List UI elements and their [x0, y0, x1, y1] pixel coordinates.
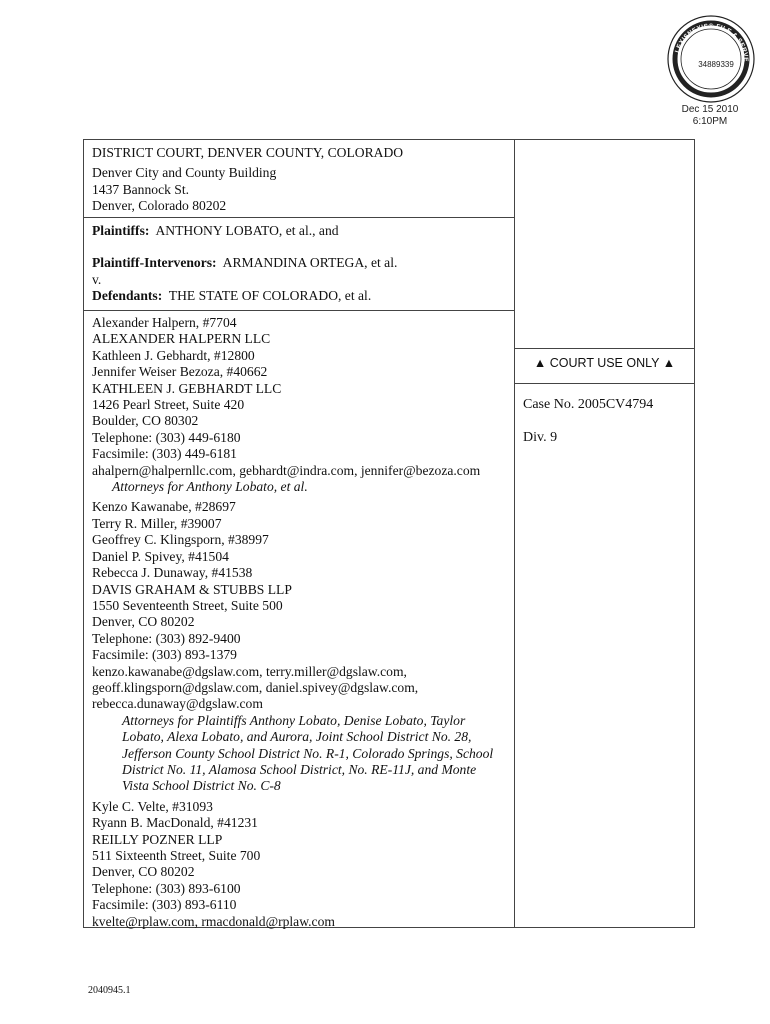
attorney-line: Kenzo Kawanabe, #28697 [92, 499, 236, 515]
attorney-line: Telephone: (303) 892-9400 [92, 630, 241, 646]
attorney-line: KATHLEEN J. GEBHARDT LLC [92, 380, 282, 396]
defendants-label: Defendants: [92, 288, 163, 304]
caption-right-column [515, 140, 694, 927]
attorney-line: Boulder, CO 80302 [92, 413, 199, 429]
court-city: Denver, Colorado 80202 [92, 198, 227, 214]
stamp-time: 6:10PM [692, 116, 728, 127]
attorney-line: District No. 11, Alamosa School District, No. RE-11J, and Monte [122, 761, 477, 777]
caption-left-column [84, 140, 515, 927]
attorney-line: Telephone: (303) 893-6100 [92, 880, 241, 896]
intervenors-label: Plaintiff-Intervenors: [92, 255, 217, 271]
attorney-line: Jennifer Weiser Bezoza, #40662 [92, 364, 268, 380]
attorney-line: Denver, CO 80202 [92, 614, 195, 630]
case-caption [83, 139, 695, 928]
court-use-only: ▲ COURT USE ONLY ▲ [533, 356, 676, 370]
stamp-id: 34889339 [698, 60, 734, 69]
attorney-line: ALEXANDER HALPERN LLC [92, 331, 271, 347]
attorney-line: 1426 Pearl Street, Suite 420 [92, 397, 245, 413]
attorney-line: Ryann B. MacDonald, #41231 [92, 815, 258, 831]
attorney-line: Rebecca J. Dunaway, #41538 [92, 565, 253, 581]
divider [84, 310, 514, 311]
attorney-line: rebecca.dunaway@dgslaw.com [92, 696, 263, 712]
versus: v. [92, 271, 102, 287]
attorney-line: Facsimile: (303) 893-6110 [92, 897, 237, 913]
attorney-line: Terry R. Miller, #39007 [92, 515, 222, 531]
attorney-group-halpern [92, 315, 514, 479]
court-street: 1437 Bannock St. [92, 181, 190, 197]
divider [515, 383, 694, 384]
attorney-line: geoff.klingsporn@dgslaw.com, daniel.spivey@dgslaw.com, [92, 679, 419, 695]
parties-block [84, 223, 514, 305]
attorney-line: kenzo.kawanabe@dgslaw.com, terry.miller@dgslaw.com, [92, 663, 407, 679]
attorneys-block [84, 315, 514, 930]
case-number: Case No. 2005CV4794 [523, 397, 654, 412]
svg-text:LEXISNEXIS® FILE & SERVE [674, 22, 749, 63]
divider [84, 217, 514, 218]
intervenors-line [92, 255, 514, 271]
eservice-stamp [666, 14, 756, 104]
attorney-line: DAVIS GRAHAM & STUBBS LLP [92, 581, 292, 597]
plaintiffs-line [92, 223, 514, 239]
attorney-line: Facsimile: (303) 893-1379 [92, 647, 237, 663]
stamp-date: Dec 15 2010 [681, 104, 739, 115]
attorney-line: ahalpern@halpernllc.com, gebhardt@indra.com, jennifer@bezoza.com [92, 462, 481, 478]
court-block [84, 145, 514, 215]
attorney-group-reilly [92, 799, 514, 930]
plaintiffs: ANTHONY LOBATO, et al., and [155, 223, 339, 238]
stamp-datetime [660, 104, 760, 128]
attorney-line: Kyle C. Velte, #31093 [92, 798, 213, 814]
attorney-line: Jefferson County School District No. R-1, Colorado Springs, School [122, 745, 494, 761]
attorney-line: Alexander Halpern, #7704 [92, 315, 237, 330]
attorney-line: Daniel P. Spivey, #41504 [92, 548, 229, 564]
attorneys-for-2 [92, 713, 514, 795]
defendants: THE STATE OF COLORADO, et al. [168, 288, 372, 304]
attorney-line: Lobato, Alexa Lobato, and Aurora, Joint School District No. 28, [122, 729, 472, 745]
defendants-line [92, 288, 514, 304]
court-building: Denver City and County Building [92, 165, 277, 181]
attorneys-for-1: Attorneys for Anthony Lobato, et al. [112, 479, 308, 495]
attorney-line: kvelte@rplaw.com, rmacdonald@rplaw.com [92, 913, 335, 929]
division: Div. 9 [523, 430, 558, 445]
attorney-group-dgs [92, 499, 514, 712]
stamp-ring-text: LEXISNEXIS® FILE & SERVE [674, 22, 750, 63]
attorney-line: Attorneys for Plaintiffs Anthony Lobato, Denise Lobato, Taylor [122, 712, 466, 728]
attorney-line: Denver, CO 80202 [92, 864, 195, 880]
attorney-line: Geoffrey C. Klingsporn, #38997 [92, 532, 269, 548]
divider [515, 348, 694, 349]
attorney-line: 1550 Seventeenth Street, Suite 500 [92, 597, 283, 613]
intervenors: ARMANDINA ORTEGA, et al. [222, 255, 398, 271]
attorney-line: Telephone: (303) 449-6180 [92, 429, 241, 445]
attorney-line: 511 Sixteenth Street, Suite 700 [92, 848, 261, 863]
attorney-line: Vista School District No. C-8 [122, 778, 281, 794]
document-number: 2040945.1 [88, 985, 131, 996]
plaintiffs-label: Plaintiffs: [92, 223, 150, 238]
attorney-line: Kathleen J. Gebhardt, #12800 [92, 347, 255, 363]
attorney-line: REILLY POZNER LLP [92, 831, 223, 847]
attorney-line: Facsimile: (303) 449-6181 [92, 446, 237, 462]
court-name: DISTRICT COURT, DENVER COUNTY, COLORADO [92, 145, 404, 160]
stamp-ring-text-bottom: E-SERVICE [687, 74, 732, 91]
